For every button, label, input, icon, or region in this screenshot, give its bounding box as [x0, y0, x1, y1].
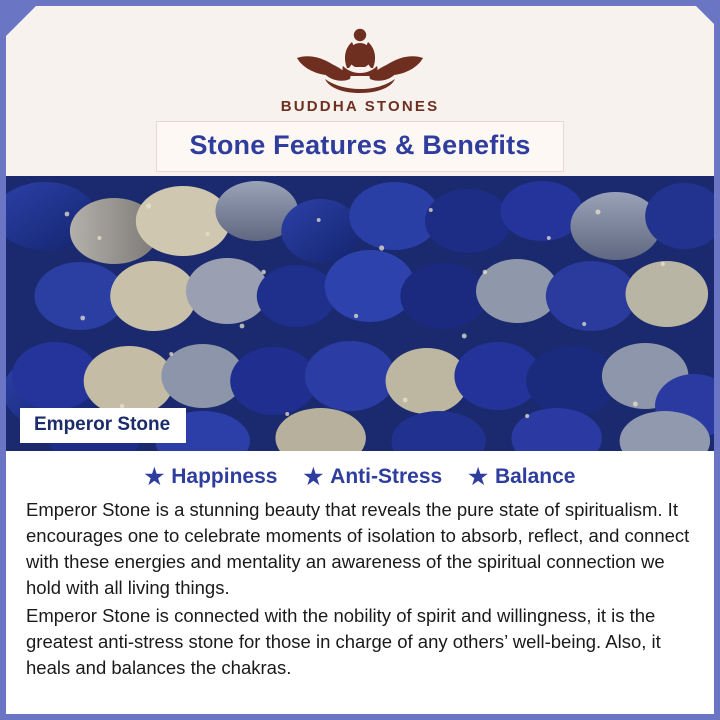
brand-name: BUDDHA STONES: [280, 98, 440, 115]
description-block: [6, 495, 714, 693]
benefits-row: [6, 451, 714, 495]
benefit-item: [145, 465, 278, 489]
corner-decoration-right: [690, 0, 720, 30]
buddha-lotus-icon: [285, 22, 435, 94]
star-icon: ★: [144, 464, 165, 489]
description-paragraph-2: Emperor Stone is connected with the nobility of spirit and willingness, it is the greatest anti-stress stone for those in charge of any others’ well-being. Also, it heals and balances the chakras.: [26, 605, 661, 678]
benefit-label: Happiness: [171, 465, 278, 488]
hero-image: [6, 176, 714, 451]
benefit-item: [303, 465, 442, 489]
stone-name-label: Emperor Stone: [20, 408, 186, 443]
star-icon: ★: [303, 464, 324, 489]
star-icon: ★: [468, 464, 488, 489]
benefit-label: Balance: [494, 465, 576, 488]
corner-decoration-left: [0, 0, 42, 42]
header: [6, 6, 714, 176]
benefit-item: [468, 465, 575, 489]
title-banner: [156, 121, 564, 172]
description-paragraph-1: Emperor Stone is a stunning beauty that reveals the pure state of spiritualism. It encourages one to celebrate moments of isolation to absorb, reflect, and connect with these energies and mentality an awareness of the spiritual connection we hold with all living things.: [26, 499, 690, 598]
page-title: Stone Features & Benefits: [189, 130, 531, 160]
benefit-label: Anti-Stress: [330, 465, 443, 488]
